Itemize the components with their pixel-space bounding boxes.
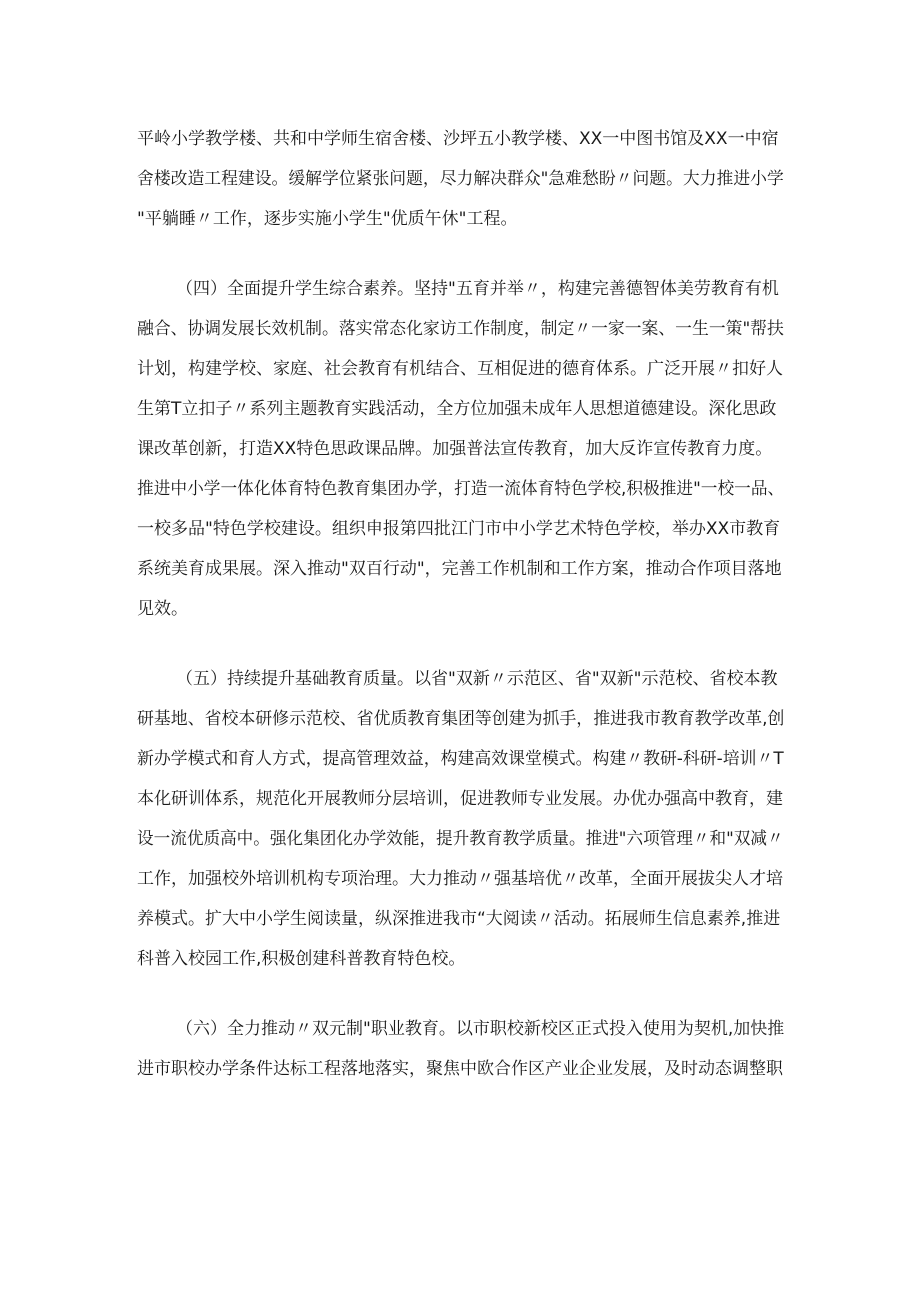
line-text: 科普入校园工作,积极创建科普教育特色校。 [137, 949, 466, 969]
paragraph-3-line-2 [0, 701, 920, 737]
line-text: 进市职校办学条件达标工程落地落实，聚焦中欧合作区产业企业发展，及时动态调整职 [137, 1059, 783, 1079]
paragraph-4-line-2 [0, 1051, 920, 1087]
line-text: 融合、协调发展长效机制。落实常态化家访工作制度，制定〃一家一案、一生一策"帮扶 [137, 319, 784, 339]
paragraph-3-line-3 [0, 741, 920, 777]
line-text: 见效。 [137, 599, 188, 619]
line-text: 养模式。扩大中小学生阅读量，纵深推进我市“大阅读〃活动。拓展师生信息素养,推进 [137, 909, 781, 929]
line-text: "平躺睡〃工作，逐步实施小学生"优质午休"工程。 [137, 209, 518, 229]
line-text: （六）全力推动〃双元制"职业教育。以市职校新校区正式投入使用为契机,加快推 [176, 1019, 785, 1039]
paragraph-3-line-5 [0, 821, 920, 857]
paragraph-1-line-3 [0, 201, 920, 237]
paragraph-2-line-5 [0, 431, 920, 467]
line-text: 工作，加强校外培训机构专项治理。大力推动〃强基培优〃改革，全面开展拔尖人才培 [137, 869, 783, 889]
paragraph-3-line-7 [0, 901, 920, 937]
paragraph-2-line-3 [0, 351, 920, 387]
line-text: 生第T立扣子〃系列主题教育实践活动，全方位加强未成年人思想道德建设。深化思政 [137, 399, 777, 419]
line-text: 平岭小学教学楼、共和中学师生宿舍楼、沙坪五小教学楼、XX一中图书馆及XX一中宿 [137, 129, 779, 149]
line-text: 课改革创新，打造XX特色思政课品牌。加强普法宣传教育，加大反诈宣传教育力度。 [137, 439, 773, 459]
paragraph-3-line-4 [0, 781, 920, 817]
line-text: 系统美育成果展。深入推动"双百行动"，完善工作机制和工作方案，推动合作项目落地 [137, 559, 782, 579]
paragraph-3-line-6 [0, 861, 920, 897]
line-text: 新办学模式和育人方式，提高管理效益，构建高效课堂模式。构建〃教研-科研-培训〃T [137, 749, 784, 769]
line-text: （五）持续提升基础教育质量。以省"双新〃示范区、省"双新"示范校、省校本教 [176, 669, 778, 689]
line-text: （四）全面提升学生综合素养。坚持"五育并举〃，构建完善德智体美劳教育有机 [176, 279, 779, 299]
paragraph-2-line-6 [0, 471, 920, 507]
paragraph-3-line-8 [0, 941, 920, 977]
line-text: 本化研训体系，规范化开展教师分层培训，促进教师专业发展。办优办强高中教育，建 [137, 789, 783, 809]
paragraph-1-line-2 [0, 161, 920, 197]
line-text: 设一流优质高中。强化集团化办学效能，提升教育教学质量。推进"六项管理〃和"双减〃 [137, 829, 784, 849]
line-text: 推进中小学一体化体育特色教育集团办学，打造一流体育特色学校,积极推进"一校一品、 [137, 479, 785, 499]
paragraph-1-line-1 [0, 121, 920, 157]
paragraph-2-line-7 [0, 511, 920, 547]
line-text: 研基地、省校本研修示范校、省优质教育集团等创建为抓手，推进我市教育教学改革,创 [137, 709, 785, 729]
line-text: 舍楼改造工程建设。缓解学位紧张问题，尽力解决群众"急难愁盼〃问题。大力推进小学 [137, 169, 784, 189]
paragraph-3-line-1 [0, 661, 920, 697]
paragraph-2-line-1 [0, 271, 920, 307]
paragraph-2-line-9 [0, 591, 920, 627]
paragraph-4-line-1 [0, 1011, 920, 1047]
paragraph-2-line-2 [0, 311, 920, 347]
line-text: 计划，构建学校、家庭、社会教育有机结合、互相促进的德育体系。广泛开展〃扣好人 [137, 359, 783, 379]
line-text: 一校多品"特色学校建设。组织申报第四批江门市中小学艺术特色学校，举办XX市教育 [137, 519, 781, 539]
paragraph-2-line-8 [0, 551, 920, 587]
paragraph-2-line-4 [0, 391, 920, 427]
